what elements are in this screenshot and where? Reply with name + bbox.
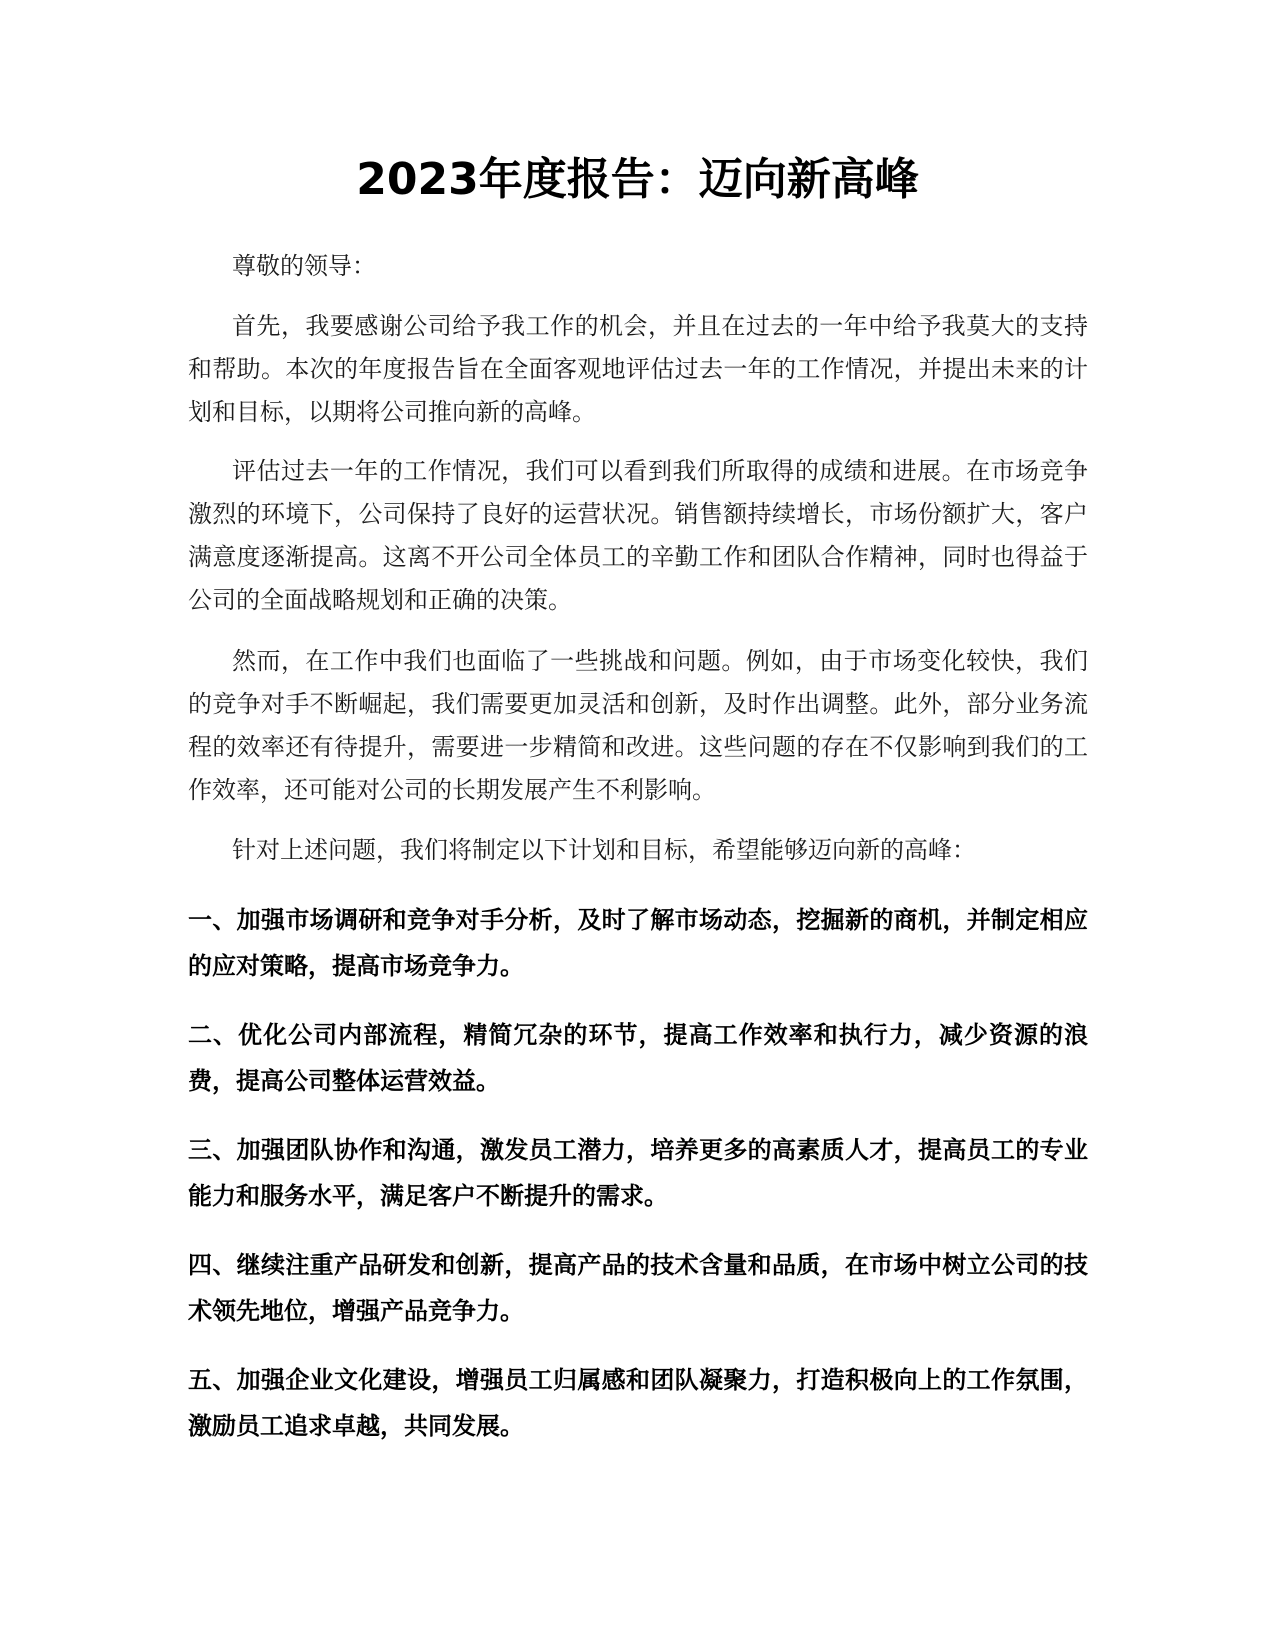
paragraph-achievements: 评估过去一年的工作情况，我们可以看到我们所取得的成绩和进展。在市场竞争激烈的环境下，公司保持了良好的运营状况。销售额持续增长，市场份额扩大，客户满意度逐渐提高。这离不开公司全体员工的辛勤工作和团队合作精神，同时也得益于公司的全面战略规划和正确的决策。 [188, 457, 1088, 614]
plan-item-5: 五、加强企业文化建设，增强员工归属感和团队凝聚力，打造积极向上的工作氛围，激励员工追求卓越，共同发展。 [188, 1366, 1088, 1440]
plan-item-4: 四、继续注重产品研发和创新，提高产品的技术含量和品质，在市场中树立公司的技术领先地位，增强产品竞争力。 [188, 1251, 1088, 1325]
paragraph-gratitude: 首先，我要感谢公司给予我工作的机会，并且在过去的一年中给予我莫大的支持和帮助。本次的年度报告旨在全面客观地评估过去一年的工作情况，并提出未来的计划和目标，以期将公司推向新的高峰。 [188, 312, 1088, 426]
plan-item-2: 二、优化公司内部流程，精简冗杂的环节，提高工作效率和执行力，减少资源的浪费，提高公司整体运营效益。 [188, 1021, 1088, 1095]
paragraph-challenges: 然而，在工作中我们也面临了一些挑战和问题。例如，由于市场变化较快，我们的竞争对手不断崛起，我们需要更加灵活和创新，及时作出调整。此外，部分业务流程的效率还有待提升，需要进一步精简和改进。这些问题的存在不仅影响到我们的工作效率，还可能对公司的长期发展产生不利影响。 [188, 647, 1088, 804]
salutation: 尊敬的领导： [232, 252, 376, 280]
plan-item-1: 一、加强市场调研和竞争对手分析，及时了解市场动态，挖掘新的商机，并制定相应的应对策略，提高市场竞争力。 [188, 906, 1088, 980]
document-title: 2023年度报告：迈向新高峰 [356, 154, 919, 205]
plan-item-3: 三、加强团队协作和沟通，激发员工潜力，培养更多的高素质人才，提高员工的专业能力和服务水平，满足客户不断提升的需求。 [188, 1136, 1088, 1210]
paragraph-plan-intro: 针对上述问题，我们将制定以下计划和目标，希望能够迈向新的高峰： [232, 836, 976, 864]
